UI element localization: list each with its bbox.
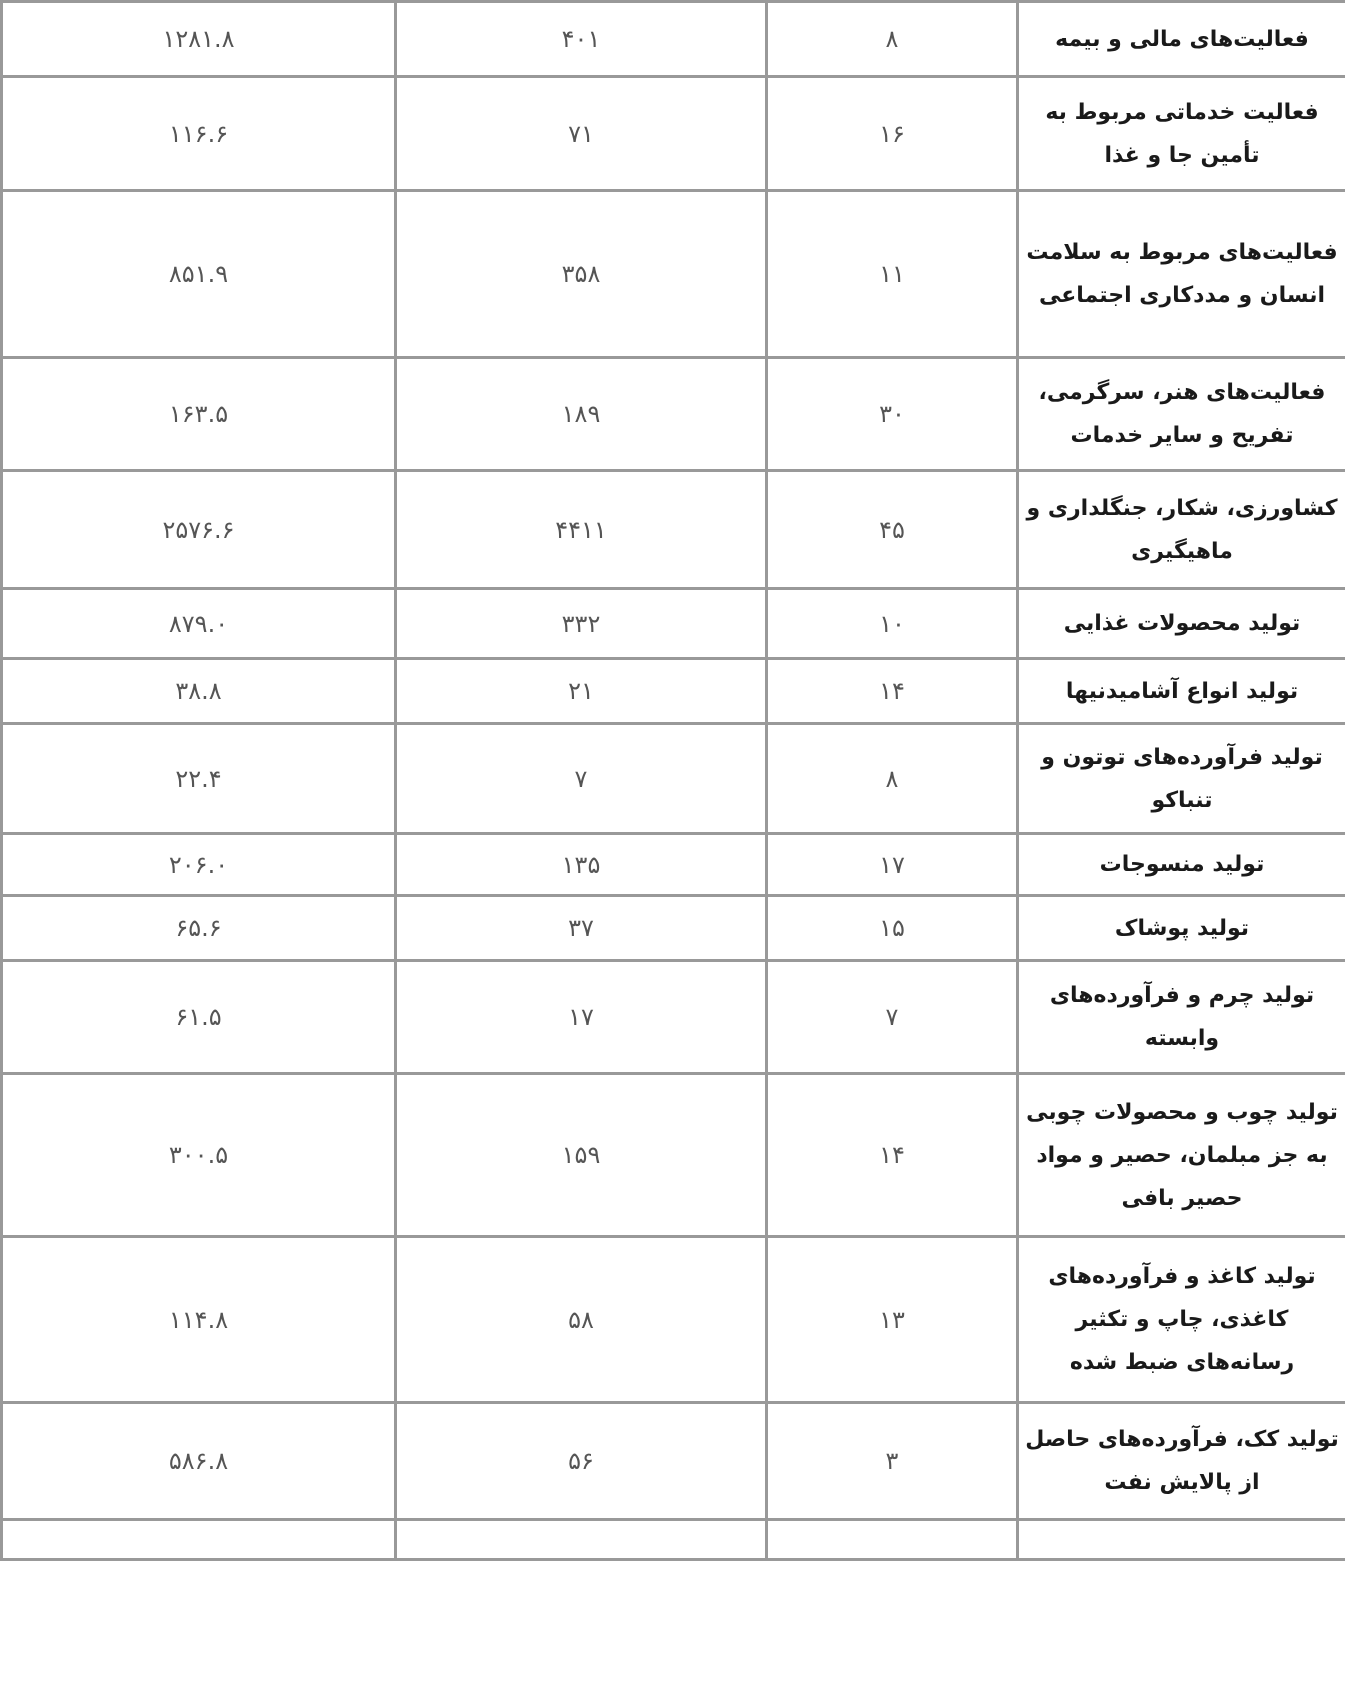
value-cell-b: ۱۷ [396, 961, 767, 1074]
activity-cell: فعالیت‌های مربوط به سلامت انسان و مددکاری اجتماعی [1018, 191, 1345, 358]
table-row [2, 77, 1345, 191]
value-cell-b: ۵۸ [396, 1237, 767, 1403]
value-cell-b: ۳۷ [396, 896, 767, 961]
value-cell-c: ۶۱.۵ [2, 961, 396, 1074]
activity-cell: تولید پوشاک [1018, 896, 1345, 961]
table-row [2, 961, 1345, 1074]
table-cell-empty [2, 1520, 396, 1560]
value-cell-a: ۳ [767, 1403, 1018, 1520]
table-row [2, 896, 1345, 961]
value-cell-a: ۳۰ [767, 358, 1018, 471]
value-cell-c: ۲۵۷۶.۶ [2, 471, 396, 589]
value-cell-c: ۸۵۱.۹ [2, 191, 396, 358]
value-cell-c: ۵۸۶.۸ [2, 1403, 396, 1520]
activity-cell: تولید چوب و محصولات چوبی به جز مبلمان، حصیر و مواد حصیر بافی [1018, 1074, 1345, 1237]
value-cell-a: ۱۳ [767, 1237, 1018, 1403]
table-row [2, 659, 1345, 724]
value-cell-a: ۱۶ [767, 77, 1018, 191]
table-cell-empty [1018, 1520, 1345, 1560]
activity-cell: فعالیت‌های هنر، سرگرمی، تفریح و سایر خدمات [1018, 358, 1345, 471]
table-row [2, 1403, 1345, 1520]
value-cell-a: ۱۴ [767, 659, 1018, 724]
value-cell-a: ۷ [767, 961, 1018, 1074]
table-cell-empty [767, 1520, 1018, 1560]
activity-cell: تولید فرآورده‌های توتون و تنباکو [1018, 724, 1345, 834]
value-cell-a: ۱۰ [767, 589, 1018, 659]
table-row [2, 358, 1345, 471]
value-cell-b: ۲۱ [396, 659, 767, 724]
value-cell-c: ۲۲.۴ [2, 724, 396, 834]
value-cell-a: ۸ [767, 2, 1018, 77]
table-row [2, 191, 1345, 358]
value-cell-b: ۱۵۹ [396, 1074, 767, 1237]
value-cell-c: ۱۱۶.۶ [2, 77, 396, 191]
value-cell-c: ۳۸.۸ [2, 659, 396, 724]
table-row [2, 1074, 1345, 1237]
table-row [2, 834, 1345, 896]
value-cell-a: ۱۷ [767, 834, 1018, 896]
value-cell-a: ۱۵ [767, 896, 1018, 961]
table-row [2, 471, 1345, 589]
value-cell-c: ۱۲۸۱.۸ [2, 2, 396, 77]
value-cell-c: ۱۶۳.۵ [2, 358, 396, 471]
value-cell-c: ۶۵.۶ [2, 896, 396, 961]
value-cell-c: ۲۰۶.۰ [2, 834, 396, 896]
table-row [2, 1237, 1345, 1403]
activity-cell: تولید منسوجات [1018, 834, 1345, 896]
value-cell-b: ۴۴۱۱ [396, 471, 767, 589]
value-cell-b: ۱۳۵ [396, 834, 767, 896]
value-cell-b: ۷ [396, 724, 767, 834]
value-cell-b: ۳۵۸ [396, 191, 767, 358]
activity-cell: تولید چرم و فرآورده‌های وابسته [1018, 961, 1345, 1074]
table-row [2, 2, 1345, 77]
activity-cell: تولید انواع آشامیدنیها [1018, 659, 1345, 724]
activity-cell: تولید کک، فرآورده‌های حاصل از پالایش نفت [1018, 1403, 1345, 1520]
value-cell-b: ۷۱ [396, 77, 767, 191]
activity-cell: کشاورزی، شکار، جنگلداری و ماهیگیری [1018, 471, 1345, 589]
activity-cell: تولید محصولات غذایی [1018, 589, 1345, 659]
value-cell-b: ۳۳۲ [396, 589, 767, 659]
value-cell-b: ۴۰۱ [396, 2, 767, 77]
activity-cell: فعالیت خدماتی مربوط به تأمین جا و غذا [1018, 77, 1345, 191]
value-cell-b: ۵۶ [396, 1403, 767, 1520]
value-cell-c: ۳۰۰.۵ [2, 1074, 396, 1237]
value-cell-c: ۱۱۴.۸ [2, 1237, 396, 1403]
value-cell-a: ۱۱ [767, 191, 1018, 358]
value-cell-a: ۱۴ [767, 1074, 1018, 1237]
activity-cell: فعالیت‌های مالی و بیمه [1018, 2, 1345, 77]
table-row [2, 724, 1345, 834]
table-row [2, 589, 1345, 659]
value-cell-c: ۸۷۹.۰ [2, 589, 396, 659]
value-cell-a: ۴۵ [767, 471, 1018, 589]
value-cell-a: ۸ [767, 724, 1018, 834]
table-cell-empty [396, 1520, 767, 1560]
activity-cell: تولید کاغذ و فرآورده‌های کاغذی، چاپ و تکثیر رسانه‌های ضبط شده [1018, 1237, 1345, 1403]
value-cell-b: ۱۸۹ [396, 358, 767, 471]
table-row-cut-bottom [2, 1520, 1345, 1560]
